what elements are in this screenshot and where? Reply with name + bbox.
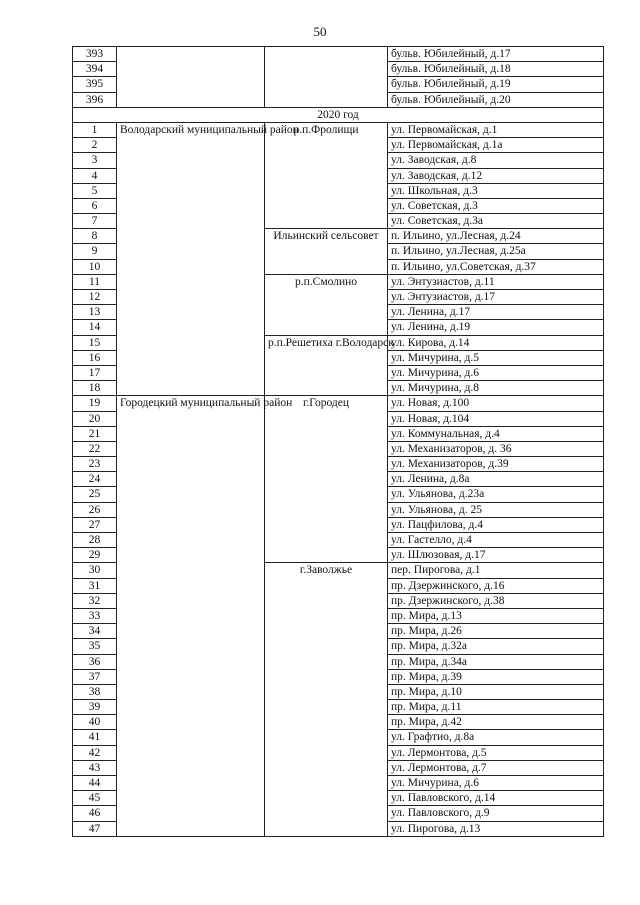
row-number: 46 xyxy=(73,806,117,821)
page-number: 50 xyxy=(313,24,327,39)
row-number: 42 xyxy=(73,745,117,760)
row-number: 47 xyxy=(73,821,117,836)
row-number: 6 xyxy=(73,198,117,213)
row-number: 40 xyxy=(73,715,117,730)
row-number: 17 xyxy=(73,365,117,380)
settlement-cell: р.п.Фролищи xyxy=(265,122,388,228)
row-number: 13 xyxy=(73,305,117,320)
address-cell: пр. Мира, д.39 xyxy=(388,669,604,684)
address-cell: ул. Ульянова, д.23а xyxy=(388,487,604,502)
address-cell: ул. Мичурина, д.6 xyxy=(388,365,604,380)
row-number: 8 xyxy=(73,229,117,244)
row-number: 26 xyxy=(73,502,117,517)
row-number: 24 xyxy=(73,472,117,487)
year-header: 2020 год xyxy=(73,107,604,122)
row-number: 27 xyxy=(73,517,117,532)
address-cell: ул. Ленина, д.17 xyxy=(388,305,604,320)
row-number: 34 xyxy=(73,624,117,639)
district-cell xyxy=(117,47,265,108)
address-cell: ул. Энтузиастов, д.11 xyxy=(388,274,604,289)
row-number: 1 xyxy=(73,122,117,137)
address-cell: ул. Лермонтова, д.7 xyxy=(388,760,604,775)
address-cell: пр. Мира, д.10 xyxy=(388,684,604,699)
address-cell: пр. Мира, д.34а xyxy=(388,654,604,669)
address-cell: пер. Пирогова, д.1 xyxy=(388,563,604,578)
address-cell: ул. Заводская, д.8 xyxy=(388,153,604,168)
address-cell: ул. Мичурина, д.6 xyxy=(388,776,604,791)
address-table xyxy=(72,46,604,837)
address-cell: ул. Новая, д.100 xyxy=(388,396,604,411)
row-number: 12 xyxy=(73,290,117,305)
settlement-cell: г.Городец xyxy=(265,396,388,563)
address-cell: пр. Мира, д.26 xyxy=(388,624,604,639)
address-cell: ул. Павловского, д.9 xyxy=(388,806,604,821)
address-cell: пр. Мира, д.13 xyxy=(388,608,604,623)
address-cell: ул. Советская, д.3а xyxy=(388,214,604,229)
row-number: 22 xyxy=(73,441,117,456)
address-cell: бульв. Юбилейный, д.18 xyxy=(388,62,604,77)
row-number: 16 xyxy=(73,350,117,365)
settlement-cell: р.п.Смолино xyxy=(265,274,388,335)
row-number: 29 xyxy=(73,548,117,563)
row-number: 43 xyxy=(73,760,117,775)
district-cell: Городецкий муниципальный район xyxy=(117,396,265,836)
row-number: 44 xyxy=(73,776,117,791)
address-cell: бульв. Юбилейный, д.19 xyxy=(388,77,604,92)
settlement-cell xyxy=(265,47,388,108)
row-number: 9 xyxy=(73,244,117,259)
row-number: 11 xyxy=(73,274,117,289)
settlement-cell: Ильинский сельсовет xyxy=(265,229,388,275)
row-number: 10 xyxy=(73,259,117,274)
address-cell: ул. Шлюзовая, д.17 xyxy=(388,548,604,563)
address-cell: ул. Советская, д.3 xyxy=(388,198,604,213)
row-number: 3 xyxy=(73,153,117,168)
address-cell: ул. Школьная, д.3 xyxy=(388,183,604,198)
address-cell: ул. Мичурина, д.8 xyxy=(388,381,604,396)
row-number: 35 xyxy=(73,639,117,654)
row-number: 36 xyxy=(73,654,117,669)
address-cell: ул. Заводская, д.12 xyxy=(388,168,604,183)
row-number: 4 xyxy=(73,168,117,183)
row-number: 21 xyxy=(73,426,117,441)
row-number: 7 xyxy=(73,214,117,229)
row-number: 394 xyxy=(73,62,117,77)
row-number: 15 xyxy=(73,335,117,350)
address-cell: ул. Пацфилова, д.4 xyxy=(388,517,604,532)
address-cell: пр. Мира, д.32а xyxy=(388,639,604,654)
row-number: 38 xyxy=(73,684,117,699)
year-row xyxy=(73,107,604,122)
row-number: 32 xyxy=(73,593,117,608)
address-cell: ул. Первомайская, д.1а xyxy=(388,138,604,153)
row-number: 25 xyxy=(73,487,117,502)
row-number: 41 xyxy=(73,730,117,745)
address-cell: ул. Механизаторов, д.39 xyxy=(388,457,604,472)
address-cell: ул. Гастелло, д.4 xyxy=(388,533,604,548)
address-cell: ул. Кирова, д.14 xyxy=(388,335,604,350)
address-cell: п. Ильино, ул.Лесная, д.24 xyxy=(388,229,604,244)
address-cell: бульв. Юбилейный, д.20 xyxy=(388,92,604,107)
address-cell: ул. Ленина, д.19 xyxy=(388,320,604,335)
address-cell: пр. Дзержинского, д.38 xyxy=(388,593,604,608)
address-cell: ул. Лермонтова, д.5 xyxy=(388,745,604,760)
settlement-cell: г.Заволжье xyxy=(265,563,388,836)
address-cell: пр. Дзержинского, д.16 xyxy=(388,578,604,593)
row-number: 396 xyxy=(73,92,117,107)
address-cell: ул. Первомайская, д.1 xyxy=(388,122,604,137)
table-row xyxy=(73,396,604,411)
row-number: 45 xyxy=(73,791,117,806)
address-cell: ул. Новая, д.104 xyxy=(388,411,604,426)
row-number: 37 xyxy=(73,669,117,684)
row-number: 31 xyxy=(73,578,117,593)
row-number: 30 xyxy=(73,563,117,578)
row-number: 14 xyxy=(73,320,117,335)
address-cell: пр. Мира, д.42 xyxy=(388,715,604,730)
address-cell: ул. Ульянова, д. 25 xyxy=(388,502,604,517)
row-number: 28 xyxy=(73,533,117,548)
row-number: 23 xyxy=(73,457,117,472)
row-number: 39 xyxy=(73,700,117,715)
address-cell: п. Ильино, ул.Лесная, д.25а xyxy=(388,244,604,259)
address-cell: ул. Пирогова, д.13 xyxy=(388,821,604,836)
row-number: 20 xyxy=(73,411,117,426)
row-number: 5 xyxy=(73,183,117,198)
row-number: 2 xyxy=(73,138,117,153)
row-number: 19 xyxy=(73,396,117,411)
address-cell: ул. Механизаторов, д. 36 xyxy=(388,441,604,456)
settlement-cell: р.п.Решетиха г.Володарск xyxy=(265,335,388,396)
address-cell: бульв. Юбилейный, д.17 xyxy=(388,47,604,62)
address-cell: ул. Ленина, д.8а xyxy=(388,472,604,487)
address-cell: п. Ильино, ул.Советская, д.37 xyxy=(388,259,604,274)
table-row xyxy=(73,47,604,62)
row-number: 18 xyxy=(73,381,117,396)
row-number: 395 xyxy=(73,77,117,92)
address-cell: ул. Павловского, д.14 xyxy=(388,791,604,806)
table-row xyxy=(73,122,604,137)
district-cell: Володарский муниципальный район xyxy=(117,122,265,395)
address-cell: пр. Мира, д.11 xyxy=(388,700,604,715)
address-cell: ул. Энтузиастов, д.17 xyxy=(388,290,604,305)
address-cell: ул. Мичурина, д.5 xyxy=(388,350,604,365)
row-number: 33 xyxy=(73,608,117,623)
address-cell: ул. Графтио, д.8а xyxy=(388,730,604,745)
row-number: 393 xyxy=(73,47,117,62)
address-cell: ул. Коммунальная, д.4 xyxy=(388,426,604,441)
